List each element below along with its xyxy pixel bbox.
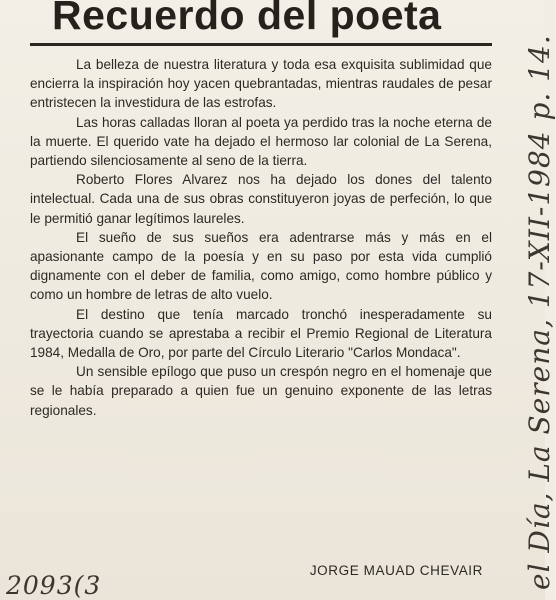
paragraph-3: Roberto Flores Alvarez nos ha dejado los dones del talento intelectual. Cada una de sus obras constituyeron joyas de perfeción, lo que le permitió ganar legítimos laureles. — [30, 172, 492, 226]
paragraph-4: El sueño de sus sueños era adentrarse más y más en el apasionante campo de la poesía y en su paso por esta vida cumplió dignamente con el deber de familia, como amigo, como hombre público y como un hombre de letras de alto vuelo. — [30, 229, 492, 303]
paragraph-2: Las horas calladas lloran al poeta ya perdido tras la noche eterna de la muerte. El querido vate ha dejado el hermoso lar colonial de La Serena, partiendo silenciosamente al seno de la tierra. — [30, 114, 492, 169]
handwritten-margin-note: el Día, La Serena, 17-XII-1984 p. 14. — [523, 34, 556, 590]
paragraph-6: Un sensible epílogo que puso un crespón negro en el homenaje que se le había preparado a quien fue un genuino exponente de las letras regionales. — [30, 364, 492, 418]
article-title: Recuerdo del poeta — [52, 0, 442, 38]
paragraph-1: La belleza de nuestra literatura y toda esa exquisita sublimidad que encierra la inspiración hoy yacen quebrantadas, mientras raudales de pesar entristecen la investidura de las estrofas. — [30, 57, 492, 111]
title-rule — [30, 43, 492, 46]
author-signature: JORGE MAUAD CHEVAIR — [309, 563, 483, 578]
article-body — [30, 55, 492, 420]
paragraph-5: El destino que tenía marcado tronchó inesperadamente su trayectoria cuando se aprestaba a recibir el Premio Regional de Literatura 1984, Medalla de Oro, por parte del Círculo Literario "Carlos Mondaca". — [30, 306, 492, 361]
handwritten-archive-number: 2093(3 — [6, 571, 102, 600]
